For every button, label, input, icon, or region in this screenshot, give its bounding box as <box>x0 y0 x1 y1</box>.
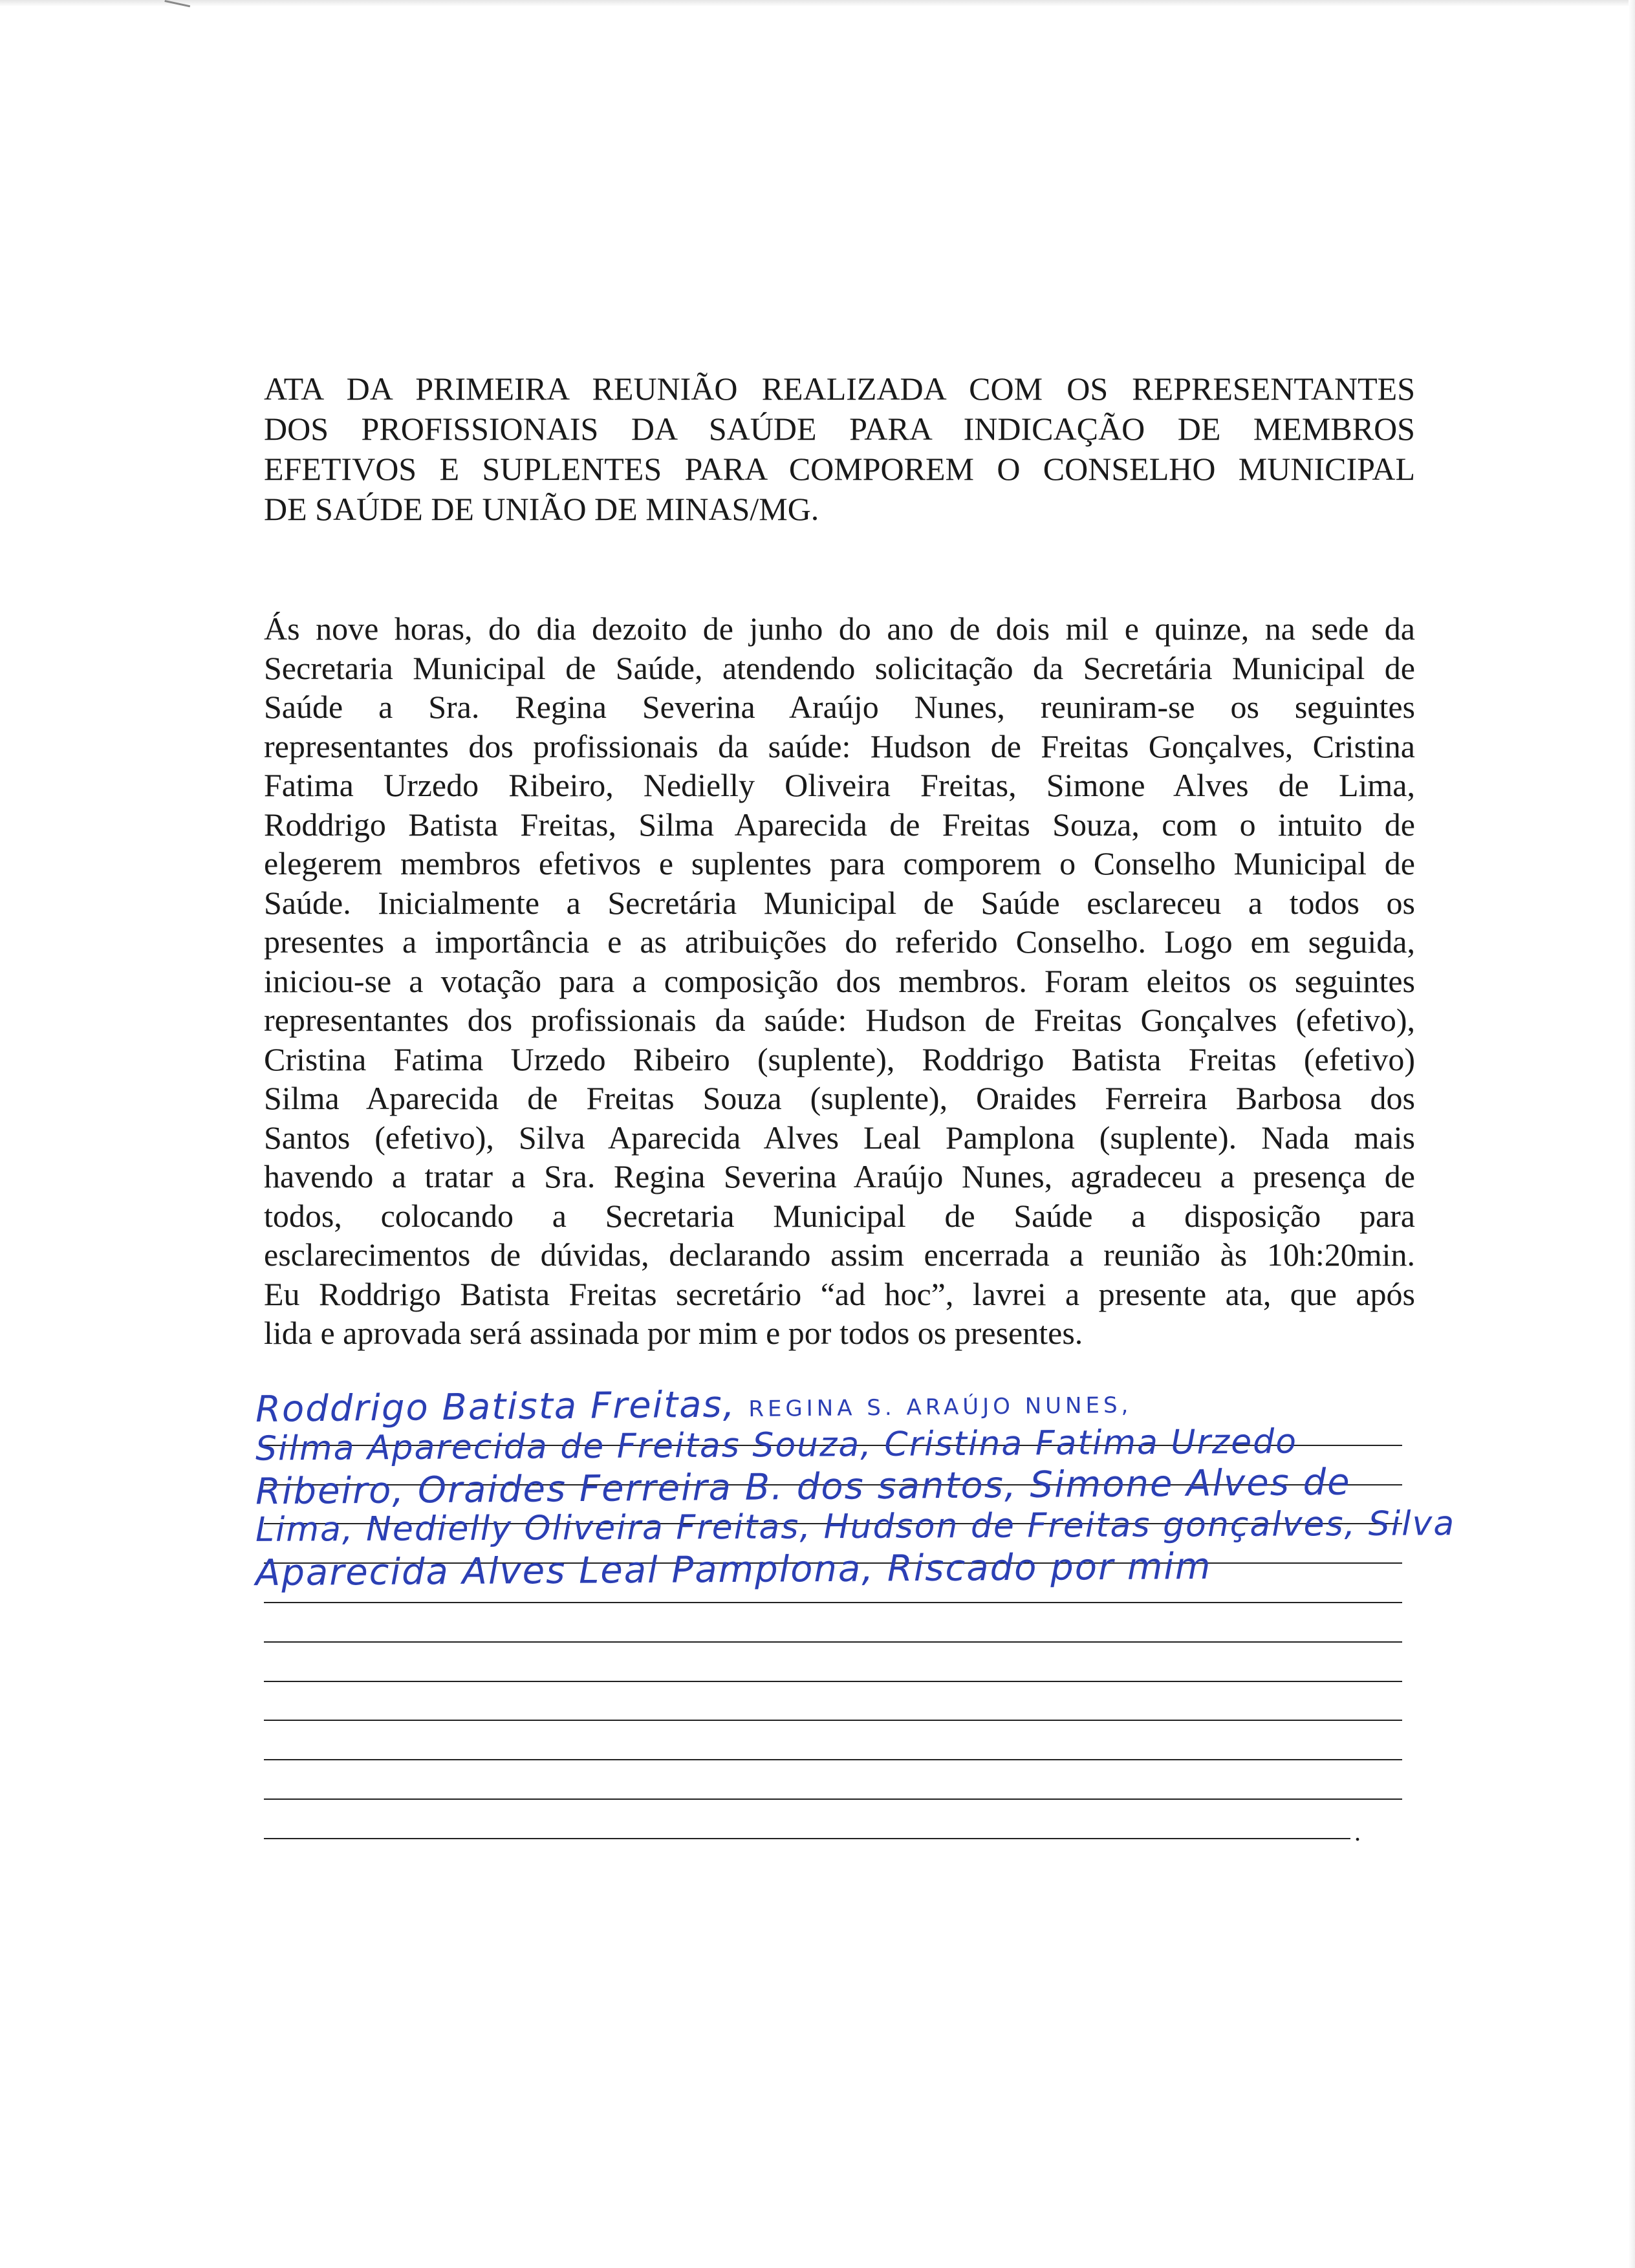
ruled-line <box>264 1643 1402 1682</box>
signature-text: Lima, Nedielly Oliveira Freitas, Hudson de Freitas gonçalves, Silva <box>255 1504 1456 1550</box>
ruled-line <box>264 1682 1402 1722</box>
title-line: ATA DA PRIMEIRA REUNIÃO REALIZADA COM OS REPRESENTANTES <box>264 371 1415 407</box>
title-line: EFETIVOS E SUPLENTES PARA COMPOREM O CONSELHO MUNICIPAL <box>264 451 1415 487</box>
body-line: havendo a tratar a Sra. Regina Severina Araújo Nunes, agradeceu a presença de <box>264 1158 1415 1194</box>
body-line: Saúde a Sra. Regina Severina Araújo Nunes, reuniram-se os seguintes <box>264 689 1415 725</box>
signature-text-small: REGINA S. ARAÚJO NUNES, <box>748 1392 1132 1423</box>
ruled-line <box>264 1603 1402 1643</box>
body-line: Santos (efetivo), Silva Aparecida Alves Leal Pamplona (suplente). Nada mais <box>264 1119 1415 1156</box>
body-line: presentes a importância e as atribuições do referido Conselho. Logo em seguida, <box>264 923 1415 960</box>
ruled-line <box>264 1564 1402 1603</box>
title-line: DE SAÚDE DE UNIÃO DE MINAS/MG. <box>264 491 819 527</box>
body-line: iniciou-se a votação para a composição dos membros. Foram eleitos os seguintes <box>264 962 1415 999</box>
ruled-line <box>264 1721 1402 1760</box>
title-line: DOS PROFISSIONAIS DA SAÚDE PARA INDICAÇÃO DE MEMBROS <box>264 411 1415 447</box>
body-line: lida e aprovada será assinada por mim e por todos os presentes. <box>264 1315 1083 1351</box>
signature-text: Roddrigo Batista Freitas, <box>255 1383 736 1431</box>
body-line: elegerem membros efetivos e suplentes para comporem o Conselho Municipal de <box>264 845 1415 881</box>
body-line: representantes dos profissionais da saúde: Hudson de Freitas Gonçalves, Cristina <box>264 728 1415 764</box>
line-end-mark: . <box>1354 1817 1361 1846</box>
body-line: Secretaria Municipal de Saúde, atendendo solicitação da Secretária Municipal de <box>264 649 1415 686</box>
body-line: Cristina Fatima Urzedo Ribeiro (suplente), Roddrigo Batista Freitas (efetivo) <box>264 1041 1415 1077</box>
ruled-line <box>264 1800 1361 1846</box>
body-line: Saúde. Inicialmente a Secretária Municipal de Saúde esclareceu a todos os <box>264 884 1415 921</box>
ruled-line <box>264 1407 1402 1446</box>
signature-ruled-lines <box>264 1407 1402 1846</box>
page-edge <box>0 0 1635 6</box>
body-line: Ás nove horas, do dia dezoito de junho do ano de dois mil e quinze, na sede da <box>264 610 1415 647</box>
signature-text: Aparecida Alves Leal Pamplona, Riscado por mim <box>255 1545 1212 1595</box>
body-line: Silma Aparecida de Freitas Souza (suplente), Oraides Ferreira Barbosa dos <box>264 1080 1415 1116</box>
ruled-line <box>264 1524 1402 1564</box>
ruled-line <box>264 1446 1402 1485</box>
signature-text: Ribeiro, Oraides Ferreira B. dos santos, Simone Alves de <box>255 1461 1351 1513</box>
body-line: esclarecimentos de dúvidas, declarando assim encerrada a reunião às 10h:20min. <box>264 1237 1415 1273</box>
document-title <box>264 369 1415 529</box>
body-line: Eu Roddrigo Batista Freitas secretário “ad hoc”, lavrei a presente ata, que após <box>264 1275 1415 1312</box>
page-edge-right <box>1629 0 1635 2268</box>
body-line: todos, colocando a Secretaria Municipal de Saúde a disposição para <box>264 1197 1415 1234</box>
body-line: Fatima Urzedo Ribeiro, Nedielly Oliveira Freitas, Simone Alves de Lima, <box>264 767 1415 803</box>
body-line: Roddrigo Batista Freitas, Silma Aparecida de Freitas Souza, com o intuito de <box>264 806 1415 843</box>
ruled-line <box>264 1485 1402 1525</box>
body-line: representantes dos profissionais da saúde: Hudson de Freitas Gonçalves (efetivo), <box>264 1002 1415 1038</box>
ruled-line <box>264 1760 1402 1800</box>
signature-text: Silma Aparecida de Freitas Souza, Cristina Fatima Urzedo <box>255 1422 1298 1469</box>
minutes-body <box>264 609 1415 1353</box>
